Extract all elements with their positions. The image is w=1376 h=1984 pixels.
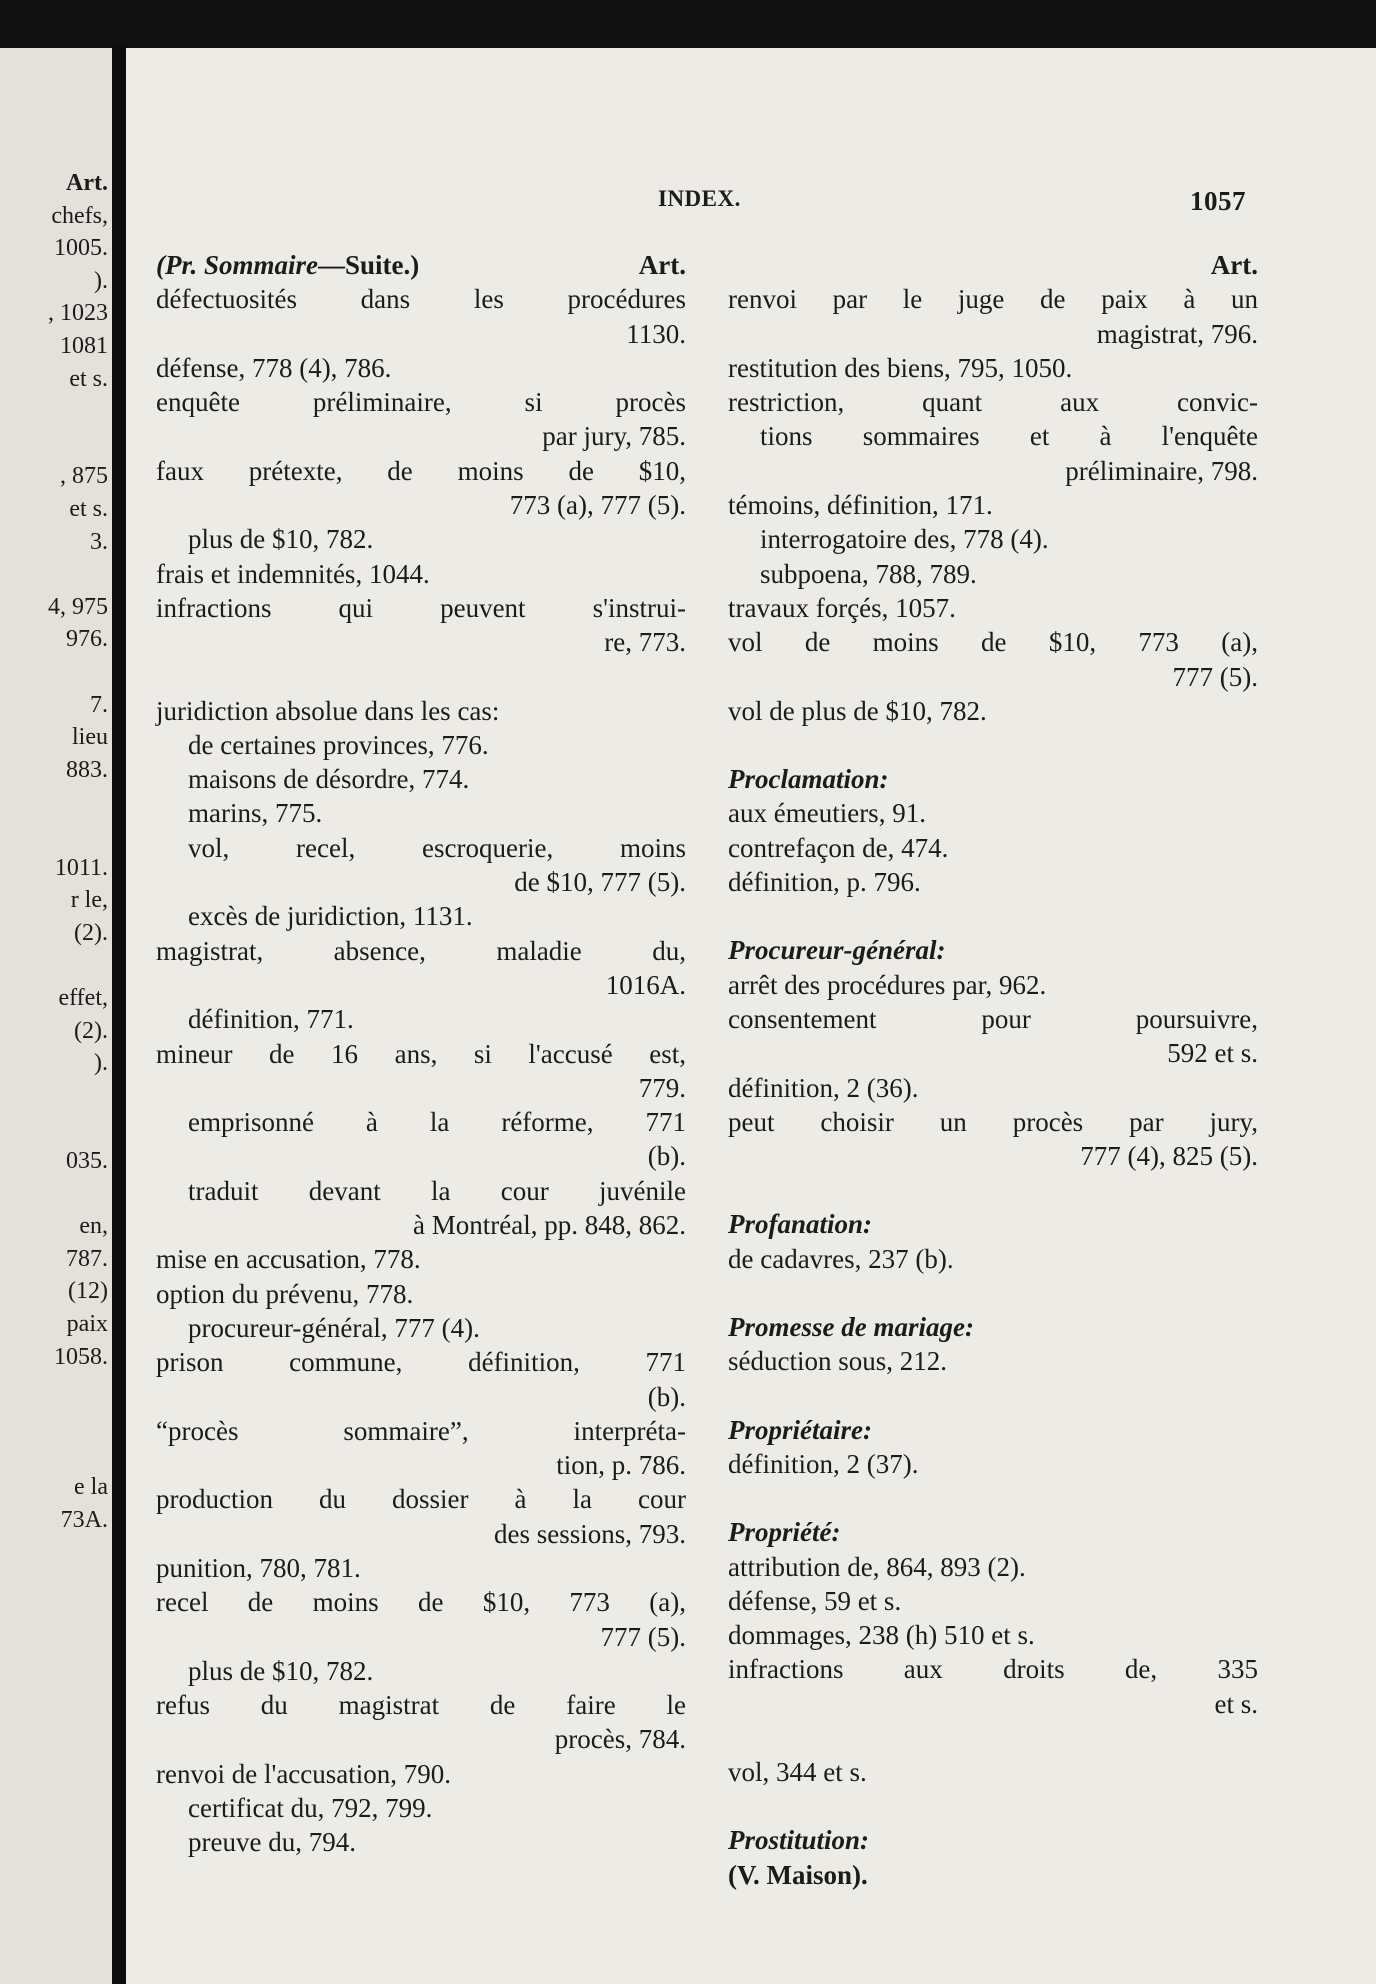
entry-reference: 777 (5). — [600, 1621, 686, 1652]
left-column — [156, 248, 686, 1860]
index-entry — [156, 1654, 686, 1688]
facing-page-text: 4, 975 — [48, 593, 108, 620]
facing-page-text: e la — [74, 1474, 108, 1500]
facing-page-text: ). — [94, 1050, 108, 1077]
entry-text: aux émeutiers, 91. — [728, 798, 926, 829]
index-entry — [156, 591, 686, 660]
entry-text: enquête préliminaire, si procès — [156, 387, 686, 418]
entry-text: infractions qui peuvent s'instrui- — [156, 592, 686, 623]
entry-text: (V. Maison). — [728, 1859, 868, 1890]
section-heading-suffix: —Suite.) — [318, 250, 420, 280]
facing-page-text: ). — [94, 267, 108, 294]
index-entry — [156, 728, 686, 762]
facing-page-text: 7. — [90, 691, 108, 718]
page-title: INDEX. — [658, 186, 741, 211]
index-entry — [728, 1652, 1258, 1721]
entry-text: restriction, quant aux convic- — [728, 387, 1258, 418]
entry-text: défectuosités dans les procédures — [156, 284, 686, 315]
entry-text: marins, 775. — [188, 798, 323, 829]
entry-text: prison commune, définition, 771 — [156, 1347, 686, 1378]
entry-text: définition, p. 796. — [728, 867, 921, 898]
index-section — [728, 1413, 1258, 1482]
entry-text: vol, 344 et s. — [728, 1756, 867, 1787]
facing-page-text: (2). — [74, 1017, 108, 1044]
entry-text: punition, 780, 781. — [156, 1552, 361, 1583]
book-gutter — [112, 44, 126, 1984]
entry-text: renvoi de l'accusation, 790. — [156, 1758, 452, 1789]
index-entry — [156, 1414, 686, 1483]
index-entry — [728, 1071, 1258, 1105]
facing-page-text: 1011. — [54, 854, 108, 881]
entry-text: refus du magistrat de faire le — [156, 1690, 686, 1721]
index-section — [728, 933, 1258, 1173]
section-heading-label: (Pr. Sommaire — [156, 250, 319, 280]
entry-text: témoins, définition, 171. — [728, 490, 993, 521]
facing-page-text: 035. — [66, 1148, 108, 1174]
right-sections — [728, 282, 1258, 1892]
entry-continuation: tions sommaires et à l'enquête — [760, 421, 1258, 452]
facing-page-text: 1058. — [54, 1343, 108, 1370]
index-section — [728, 1515, 1258, 1789]
entry-reference: des sessions, 793. — [493, 1518, 686, 1549]
entry-text: emprisonné à la réforme, 771 — [188, 1107, 686, 1138]
facing-page-text: effet, — [58, 985, 108, 1011]
index-entry — [156, 1311, 686, 1345]
entry-reference: et s. — [1214, 1688, 1258, 1719]
index-heading: Procureur-général: — [728, 935, 946, 966]
entry-text: traduit devant la cour juvénile — [188, 1175, 686, 1206]
spacer — [156, 660, 686, 694]
art-column-label: Art. — [1210, 250, 1258, 280]
index-section — [728, 282, 1258, 728]
entry-text: dommages, 238 (h) 510 et s. — [728, 1620, 1035, 1651]
entry-text: recel de moins de $10, 773 (a), — [156, 1587, 686, 1618]
entry-text: mise en accusation, 778. — [156, 1244, 421, 1275]
entry-text: attribution de, 864, 893 (2). — [728, 1551, 1026, 1582]
index-entry — [728, 1002, 1258, 1071]
scan-top-border — [0, 0, 1376, 48]
facing-page-text: 3. — [90, 528, 108, 555]
facing-page-text: en, — [79, 1213, 108, 1240]
continuation-heading — [156, 248, 686, 282]
left-entries — [156, 282, 686, 1859]
index-entry — [728, 351, 1258, 385]
entry-text: faux prétexte, de moins de $10, — [156, 455, 686, 486]
index-entry — [728, 625, 1258, 694]
facing-page-text: et s. — [69, 365, 108, 392]
entry-text: peut choisir un procès par jury, — [728, 1106, 1258, 1137]
index-entry — [728, 385, 1258, 488]
index-entry — [728, 1618, 1258, 1652]
entry-text: vol de plus de $10, 782. — [728, 695, 987, 726]
index-entry — [156, 1757, 686, 1791]
entry-text: consentement pour poursuivre, — [728, 1003, 1258, 1034]
spacer — [728, 1721, 1258, 1755]
index-entry — [728, 694, 1258, 728]
facing-page-text: 1005. — [54, 235, 108, 262]
entry-text: travaux forçés, 1057. — [728, 592, 956, 623]
entry-text: défense, 778 (4), 786. — [156, 352, 392, 383]
index-heading: Profanation: — [728, 1209, 873, 1240]
entry-text: mineur de 16 ans, si l'accusé est, — [156, 1038, 686, 1069]
index-section — [728, 1310, 1258, 1379]
entry-reference: de $10, 777 (5). — [514, 867, 686, 898]
index-entry — [156, 694, 686, 728]
index-entry — [728, 1447, 1258, 1481]
entry-text: preuve du, 794. — [188, 1827, 356, 1858]
index-entry — [728, 522, 1258, 556]
index-entry — [728, 557, 1258, 591]
entry-text: plus de $10, 782. — [188, 524, 374, 555]
index-entry — [728, 282, 1258, 351]
entry-text: infractions aux droits de, 335 — [728, 1654, 1258, 1685]
index-entry — [156, 1688, 686, 1757]
index-entry — [156, 1174, 686, 1243]
entry-text: plus de $10, 782. — [188, 1655, 374, 1686]
entry-text: renvoi par le juge de paix à un — [728, 284, 1258, 315]
index-section — [728, 1823, 1258, 1892]
entry-text: de cadavres, 237 (b). — [728, 1243, 954, 1274]
index-entry — [156, 557, 686, 591]
entry-text: procureur-général, 777 (4). — [188, 1312, 480, 1343]
entry-text: définition, 2 (36). — [728, 1072, 919, 1103]
facing-page-text: Art. — [66, 170, 108, 196]
index-entry — [156, 351, 686, 385]
index-entry — [728, 1105, 1258, 1174]
entry-text: production du dossier à la cour — [156, 1484, 686, 1515]
entry-reference: 777 (4), 825 (5). — [1080, 1141, 1258, 1172]
entry-text: défense, 59 et s. — [728, 1585, 902, 1616]
facing-page-text: , 875 — [60, 463, 108, 490]
facing-page-text: (2). — [74, 919, 108, 946]
index-entry — [156, 1791, 686, 1825]
index-entry — [156, 1037, 686, 1106]
entry-reference: (b). — [647, 1141, 686, 1172]
index-entry — [728, 591, 1258, 625]
entry-reference: 1130. — [626, 318, 686, 349]
entry-text: contrefaçon de, 474. — [728, 832, 949, 863]
facing-page-text: 883. — [66, 756, 108, 783]
entry-text: option du prévenu, 778. — [156, 1278, 414, 1309]
entry-reference: 773 (a), 777 (5). — [509, 490, 686, 521]
index-entry — [728, 1584, 1258, 1618]
index-entry — [156, 522, 686, 556]
index-entry — [728, 1755, 1258, 1789]
facing-page-text: 1081 — [60, 333, 108, 359]
entry-reference: magistrat, 796. — [1096, 318, 1258, 349]
entry-text: vol de moins de $10, 773 (a), — [728, 627, 1258, 658]
index-entry — [728, 488, 1258, 522]
entry-text: séduction sous, 212. — [728, 1346, 947, 1377]
index-entry — [156, 1242, 686, 1276]
index-entry — [728, 796, 1258, 830]
index-entry — [156, 282, 686, 351]
facing-page-text: et s. — [69, 496, 108, 522]
index-heading: Proclamation: — [728, 764, 889, 795]
index-entry — [156, 762, 686, 796]
entry-text: arrêt des procédures par, 962. — [728, 969, 1047, 1000]
entry-reference: à Montréal, pp. 848, 862. — [413, 1210, 686, 1241]
index-heading: Propriétaire: — [728, 1414, 872, 1445]
facing-page-text: 787. — [66, 1245, 108, 1272]
facing-page-text: chefs, — [51, 202, 108, 229]
index-entry — [728, 1242, 1258, 1276]
index-entry — [156, 385, 686, 454]
index-heading: Propriété: — [728, 1517, 841, 1548]
index-entry — [156, 934, 686, 1003]
facing-page-text: 73A. — [60, 1506, 108, 1533]
index-entry — [156, 899, 686, 933]
entry-text: excès de juridiction, 1131. — [188, 901, 473, 932]
facing-page-text: paix — [66, 1311, 108, 1337]
index-entry — [156, 1551, 686, 1585]
index-entry — [728, 865, 1258, 899]
index-entry — [728, 1550, 1258, 1584]
index-entry — [156, 796, 686, 830]
facing-page-text: lieu — [72, 724, 108, 751]
entry-reference: re, 773. — [604, 627, 686, 658]
entry-text: frais et indemnités, 1044. — [156, 558, 430, 589]
index-heading: Promesse de mariage: — [728, 1312, 974, 1343]
entry-text: “procès sommaire”, interpréta- — [156, 1415, 686, 1446]
page-number: 1057 — [1190, 186, 1246, 216]
facing-page-text: 976. — [66, 626, 108, 653]
entry-text: maisons de désordre, 774. — [188, 764, 470, 795]
entry-reference: procès, 784. — [554, 1724, 686, 1755]
entry-reference: préliminaire, 798. — [1065, 455, 1258, 486]
index-entry — [728, 1344, 1258, 1378]
index-entry — [728, 831, 1258, 865]
facing-page-text: (12) — [68, 1278, 108, 1305]
entry-text: certificat du, 792, 799. — [188, 1793, 433, 1824]
entry-reference: tion, p. 786. — [556, 1450, 686, 1481]
index-entry — [728, 1858, 1258, 1892]
facing-page-fragment — [0, 48, 118, 1984]
index-entry — [156, 1585, 686, 1654]
facing-page-text: , 1023 — [48, 300, 108, 327]
entry-text: définition, 2 (37). — [728, 1448, 919, 1479]
index-entry — [156, 831, 686, 900]
entry-reference: (b). — [647, 1381, 686, 1412]
entry-text: définition, 771. — [188, 1004, 354, 1035]
entry-text: juridiction absolue dans les cas: — [156, 695, 500, 726]
entry-text: magistrat, absence, maladie du, — [156, 935, 686, 966]
entry-text: interrogatoire des, 778 (4). — [760, 524, 1049, 555]
index-entry — [156, 454, 686, 523]
index-section — [728, 762, 1258, 899]
index-entry — [156, 1105, 686, 1174]
art-column-label: Art. — [638, 250, 686, 280]
entry-reference: 592 et s. — [1167, 1038, 1258, 1069]
index-entry — [156, 1277, 686, 1311]
entry-text: vol, recel, escroquerie, moins — [188, 832, 686, 863]
entry-reference: 779. — [638, 1072, 686, 1103]
index-entry — [156, 1482, 686, 1551]
entry-text: subpoena, 788, 789. — [760, 558, 977, 589]
index-entry — [156, 1345, 686, 1414]
entry-text: restitution des biens, 795, 1050. — [728, 352, 1073, 383]
index-heading: Prostitution: — [728, 1825, 870, 1856]
entry-reference: 1016A. — [605, 969, 686, 1000]
index-entry — [728, 968, 1258, 1002]
index-entry — [156, 1002, 686, 1036]
entry-text: de certaines provinces, 776. — [188, 729, 489, 760]
entry-reference: 777 (5). — [1172, 661, 1258, 692]
right-column — [728, 248, 1258, 1892]
index-entry — [156, 1825, 686, 1859]
facing-page-text: r le, — [70, 887, 108, 914]
index-section — [728, 1207, 1258, 1276]
entry-reference: par jury, 785. — [542, 421, 686, 452]
